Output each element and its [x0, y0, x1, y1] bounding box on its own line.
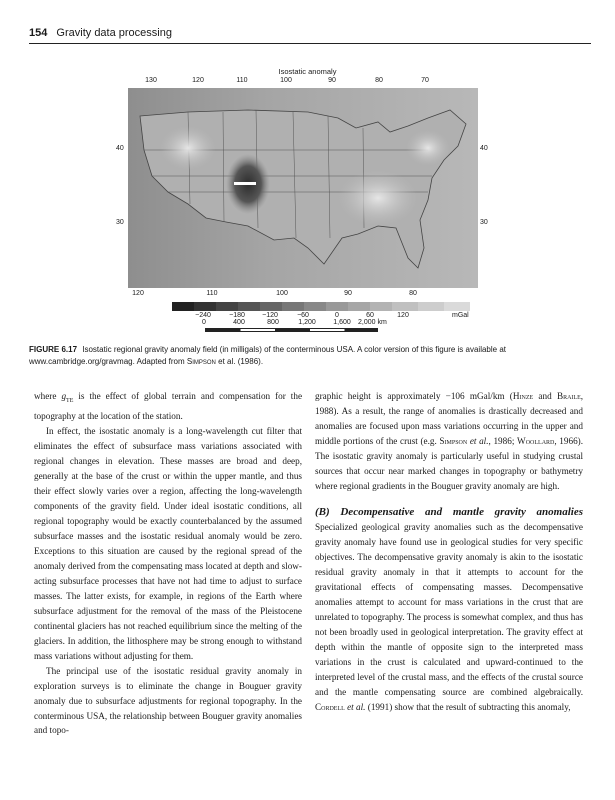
lon-label-top: 110	[236, 77, 248, 84]
lon-label-bottom: 110	[206, 290, 218, 297]
map-title: Isostatic anomaly	[278, 67, 337, 76]
scale-label: 0	[202, 319, 206, 326]
lon-label-bottom: 120	[132, 290, 144, 297]
running-title: Gravity data processing	[56, 27, 172, 39]
header-rule	[29, 43, 591, 44]
left-column	[34, 389, 302, 738]
lat-label-left: 30	[116, 219, 124, 226]
colorbar-label: −120	[262, 312, 278, 319]
caption-citation-tail: et al. (1986).	[218, 357, 264, 366]
isostatic-anomaly-map	[128, 88, 478, 288]
lat-label-right: 40	[480, 145, 488, 152]
right-column	[315, 389, 583, 715]
colorbar-label: −240	[195, 312, 211, 319]
paragraph: graphic height is approximately −106 mGal/km (Hinze and Braile, 1988). As a result, the range of anomalies is drastically decreased and anomalies are focused upon mass variations occurring in the upper and middle portions of the crust (e.g. Simpson et al., 1986; Woollard, 1966). The isostatic gravity anomaly is particularly useful in studying crustal sources that occur near marked changes in topography or bathymetry where regional gradients in the Bouguer gravity anomaly are high.	[315, 391, 584, 491]
gravity-high	[160, 126, 216, 170]
colorbar-label: −60	[297, 312, 309, 319]
colorbar-unit: mGal	[452, 312, 469, 319]
colorbar-label: −180	[229, 312, 245, 319]
scale-bar	[205, 328, 378, 332]
colorbar-label: 120	[397, 312, 409, 319]
lon-label-top: 90	[328, 77, 336, 84]
colorbar-label: 60	[366, 312, 374, 319]
section: (B) Decompensative and mantle gravity anomalies Specialized geological gravity anomalies such as the decompensative gravity anomaly have found use in geological studies for very specific objectives. The decompensative gravity anomaly is akin to the isostatic residual gravity anomaly in that it attempts to account for the gravitational effects of compensating masses. Decompensative anomalies attempt to account for mass variations in the crust that are unrelated to topography. The process is somewhat complex, and thus has not been broadly used in geological interpretation. The gravity effect at depth within the mantle of opposite sign to the interpreted mass variations in the crust is calculated and upward-continued to the interpreted level of the crustal mass, and the effects of the crustal source and the mantle compensating source are combined algebraically. Cordell et al. (1991) show that the result of subtracting this anomaly,	[315, 505, 583, 712]
lon-label-top: 120	[192, 77, 204, 84]
lon-label-top: 70	[421, 77, 429, 84]
lat-label-left: 40	[116, 145, 124, 152]
colorbar	[172, 302, 470, 311]
figure-caption	[29, 344, 591, 368]
lon-label-top: 130	[145, 77, 157, 84]
gravity-high	[406, 130, 450, 166]
paragraph: In effect, the isostatic anomaly is a long-wavelength cut filter that eliminates the effect of subsurface mass variations associated with regional changes in elevation. These masses are broad and deep, generally at the base of the crust or within the upper mantle, and thus their effect slowly varies over a region, affecting the long-wavelength components of the gravity field. Under ideal isostatic conditions, all regional topography would be exactly counterbalanced by the assumed subsurface masses and the isostatic residual anomaly would be zero. Exceptions to this situation are caused by the regional spread of the anomaly derived from the compensating mass located at depth and slow-acting subsurface processes that have not had time to adjust to surface masses. The latter exists, for example, in regions of the Earth where subsurface adjustment for the removal of the mass of the Pleistocene continental glaciers has not reached equilibrium since the melting of the glaciers. In addition, the lithosphere may be strong enough to withstand mass variations without adjusting for them.	[34, 425, 302, 661]
scale-label: 2,000 km	[358, 319, 387, 326]
gravity-high	[338, 170, 418, 226]
paragraph: where $g_{TE}$ is the effect of global terrain and compensation for the topography at the location of the station.	[34, 391, 303, 421]
scale-label: 1,600	[333, 319, 351, 326]
scale-label: 400	[233, 319, 245, 326]
paragraph: The principal use of the isostatic residual gravity anomaly in exploration surveys is to eliminate the change in Bouguer gravity anomaly due to subsurface adjustments for regional topography. In the conterminous USA, the relationship between Bouguer gravity anomalies and topo-	[34, 665, 302, 736]
section-heading: (B) Decompensative and mantle gravity anomalies	[315, 505, 583, 518]
caption-citation: Simpson	[186, 357, 216, 366]
page-number: 154	[29, 27, 48, 39]
lon-label-bottom: 90	[344, 290, 352, 297]
running-header	[29, 27, 591, 39]
scale-marker	[234, 182, 256, 185]
figure-label: FIGURE 6.17	[29, 345, 78, 354]
lon-label-bottom: 80	[409, 290, 417, 297]
lon-label-top: 100	[280, 77, 292, 84]
scale-label: 800	[267, 319, 279, 326]
scale-label: 1,200	[298, 319, 316, 326]
caption-text: Isostatic regional gravity anomaly field (in milligals) of the conterminous USA. A color version of this figure is available at www.cambridge.org/gravmag. Adapted from	[29, 345, 506, 366]
lon-label-top: 80	[375, 77, 383, 84]
colorbar-label: 0	[335, 312, 339, 319]
lat-label-right: 30	[480, 219, 488, 226]
lon-label-bottom: 100	[276, 290, 288, 297]
